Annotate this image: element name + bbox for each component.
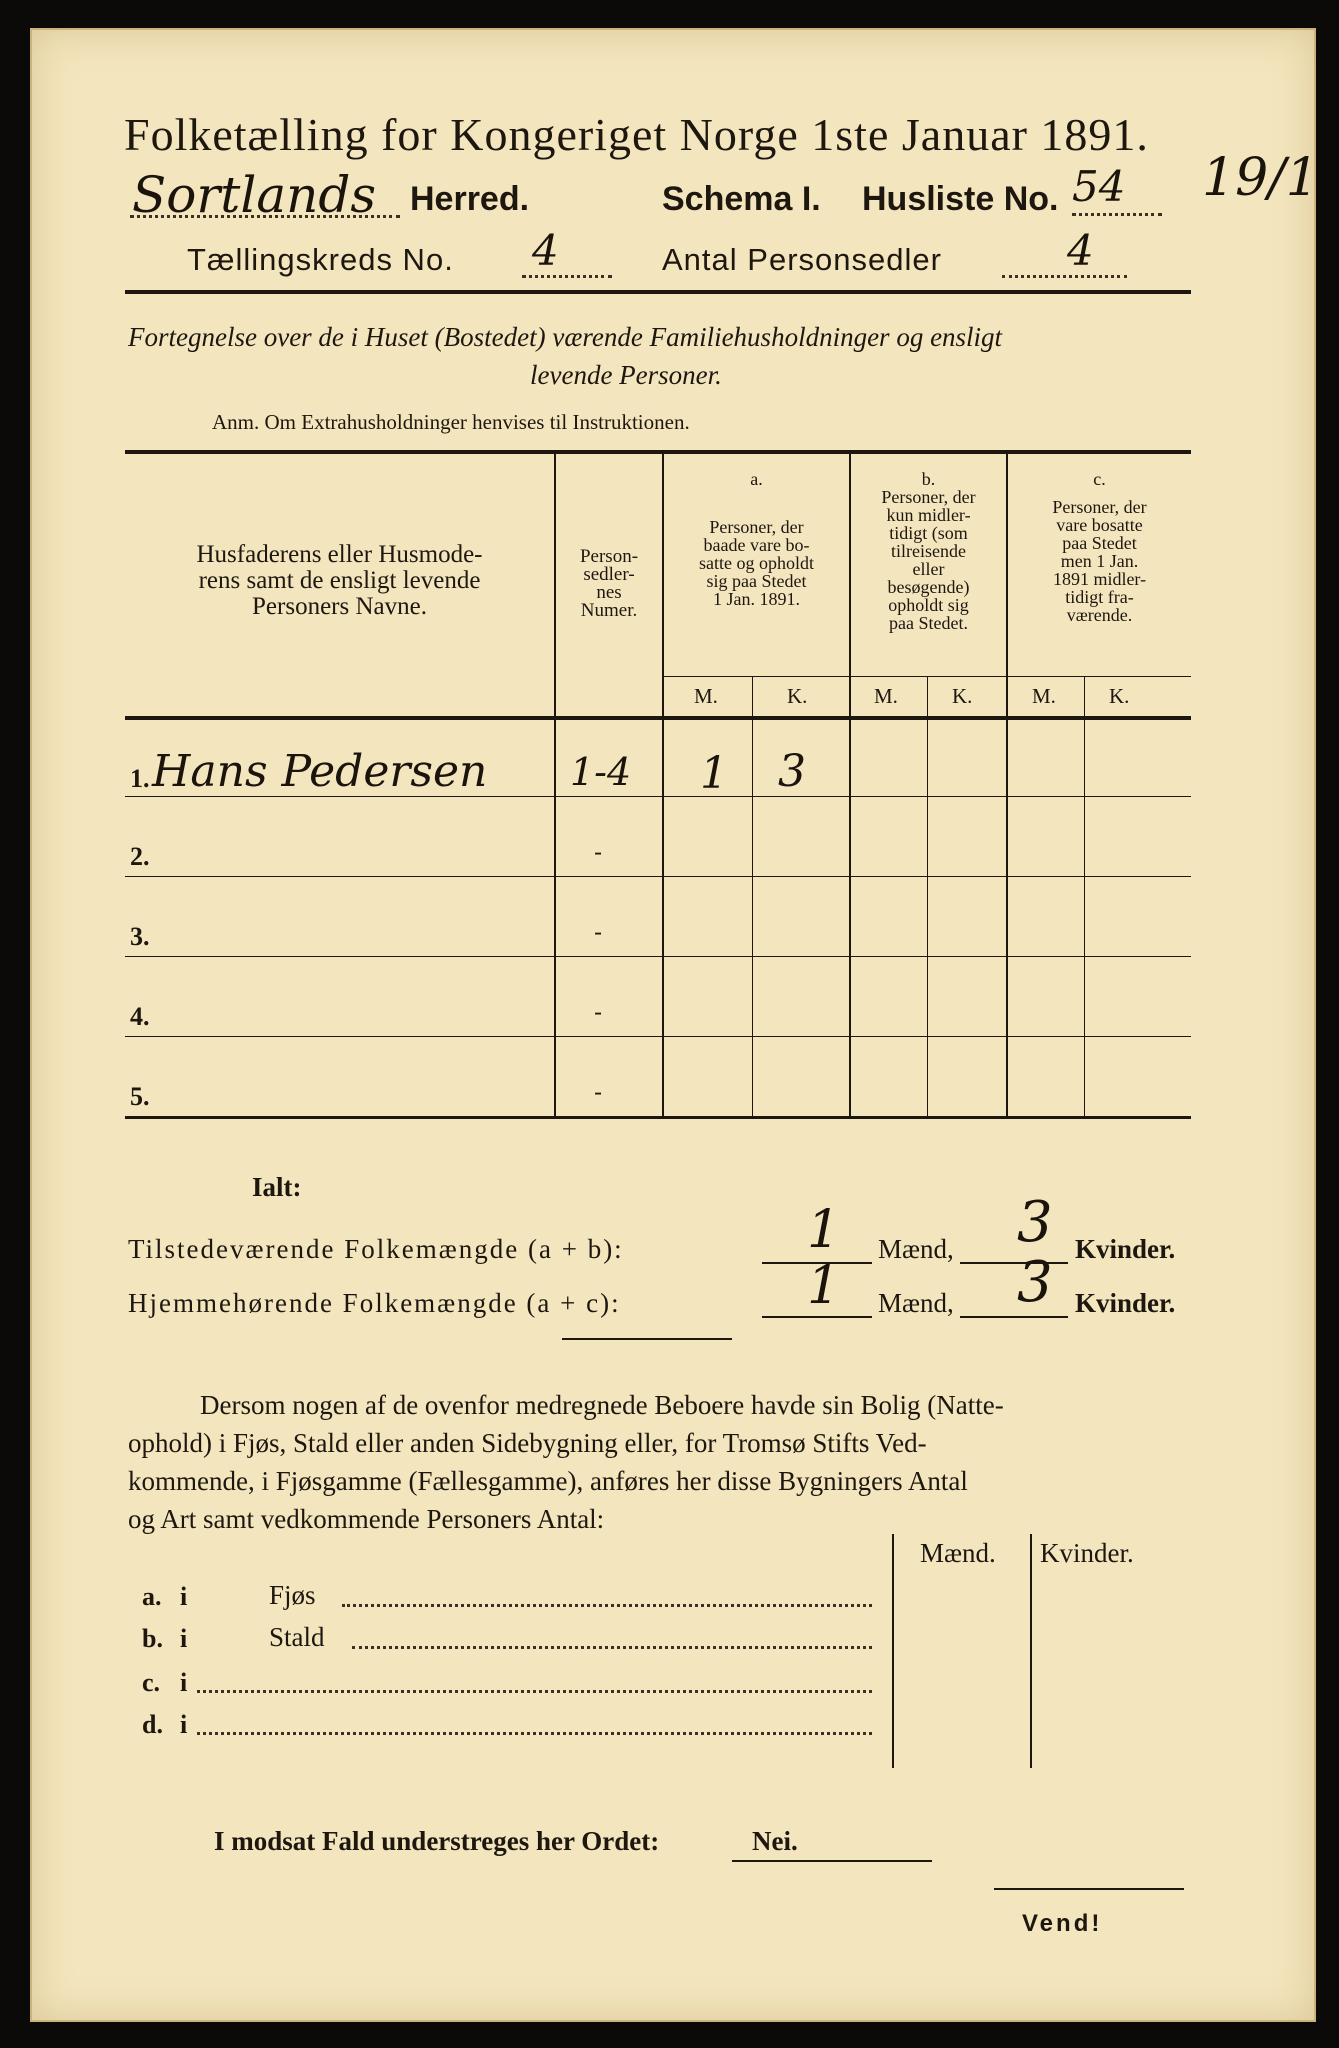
buildings-dotline [197,1690,872,1693]
buildings-letter: b. [142,1624,163,1653]
schema-label: Schema I. [662,180,821,218]
col-num-header: Person- sedler- nes Numer. [579,546,639,621]
buildings-para-4: og Art samt vedkommende Personers Antal: [128,1504,605,1534]
row-num: - [594,1078,603,1106]
row-a-m: 1 [700,748,728,799]
row-num: - [594,998,603,1026]
anm-note: Anm. Om Extrahusholdninger henvises til Instruktionen. [212,410,690,434]
row-name: Hans Pedersen [152,746,488,797]
col-c-header: c. Personer, der vare bosatte paa Stedet men 1 Jan. 1891 midler- tidigt fra- værende. [1052,469,1147,625]
hjemme-maend-line [762,1316,872,1318]
tilstede-label: Tilstedeværende Folkemængde (a + b): [128,1234,624,1264]
row-num: - [594,918,603,946]
hjemme-label: Hjemmehørende Folkemængde (a + c): [128,1288,621,1318]
ialt-label: Ialt: [252,1172,302,1202]
tilstede-kvinder-label: Kvinder. [1075,1234,1176,1264]
row-number: 1. [130,764,150,793]
buildings-letter: d. [142,1710,163,1739]
row-number: 3. [130,922,150,951]
buildings-col-rule-1 [892,1534,894,1768]
row-number: 5. [130,1082,150,1111]
table-header-rule [125,716,1191,720]
antal-label: Antal Personsedler [662,242,942,277]
modsat-label: I modsat Fald understreges her Ordet: [214,1826,660,1856]
vend-rule [994,1888,1184,1890]
col-rule-a-mk [752,676,753,1118]
nei-underline [732,1860,932,1862]
tilstede-kvinder-value: 3 [1017,1190,1053,1255]
c-k-label: K. [1109,684,1130,708]
tilstede-maend-label: Mænd, [878,1234,954,1264]
buildings-kvinder-header: Kvinder. [1040,1538,1134,1568]
buildings-letter: c. [142,1668,161,1697]
buildings-dotline [352,1646,872,1649]
row-num: 1-4 [570,750,632,794]
col-b-header: b. Personer, der kun midler- tidigt (som tilreisende eller besøgende) opholdt sig paa Stedet. [881,469,976,633]
intro-line1: Fortegnelse over de i Huset (Bostedet) værende Familiehusholdninger og ensligt [128,322,1003,352]
mk-rule [662,676,1191,677]
hjemme-kvinder-value: 3 [1017,1250,1053,1315]
vend-label: Vend! [1022,1910,1103,1937]
buildings-prep: i [180,1582,188,1611]
intro-line2: levende Personer. [530,360,722,390]
table-top-rule [125,450,1191,454]
herred-value: Sortlands [132,166,377,224]
row-number: 2. [130,842,150,871]
husliste-dotline [1072,213,1162,216]
row-number: 4. [130,1002,150,1031]
b-k-label: K. [952,684,973,708]
nei-word: Nei. [752,1826,798,1856]
antal-dotline [1002,275,1127,278]
hjemme-maend-label: Mænd, [878,1288,954,1318]
col-name-header: Husfaderens eller Husmode- rens samt de ensligt levende Personers Navne. [196,541,483,620]
buildings-label: Fjøs [269,1580,316,1610]
col-a-header: a. Personer, der baade vare bo- satte og opholdt sig paa Stedet 1 Jan. 1891. [699,469,814,609]
buildings-col-rule-2 [1030,1534,1032,1768]
herred-label: Herred. [410,180,530,218]
kreds-dotline [522,275,612,278]
husliste-label: Husliste No. [862,180,1059,218]
kreds-value: 4 [532,226,559,275]
col-rule-b-mk [927,676,928,1118]
table-bottom-rule [125,1116,1191,1119]
herred-dotline [130,215,400,218]
c-m-label: M. [1032,684,1056,708]
row-a-k: 3 [778,746,806,797]
side-note: 19/1 [1202,148,1319,208]
section-divider [562,1338,732,1340]
form-title: Folketælling for Kongeriget Norge 1ste Januar 1891. [124,109,1149,160]
row-rule-2 [125,876,1191,877]
buildings-dotline [197,1732,872,1735]
buildings-prep: i [180,1668,188,1697]
buildings-label: Stald [269,1622,325,1652]
col-rule-c-mk [1084,676,1085,1118]
tilstede-maend-value: 1 [807,1200,841,1260]
census-form-page [30,28,1319,2022]
buildings-para-1: Dersom nogen af de ovenfor medregnede Beboere havde sin Bolig (Natte- [200,1390,1004,1420]
hjemme-maend-value: 1 [807,1256,841,1316]
buildings-letter: a. [142,1582,162,1611]
header-rule [125,290,1191,294]
buildings-prep: i [180,1624,188,1653]
buildings-maend-header: Mænd. [920,1538,996,1568]
row-rule-4 [125,1036,1191,1037]
antal-value: 4 [1067,226,1094,275]
hjemme-kvinder-label: Kvinder. [1075,1288,1176,1318]
buildings-para-3: kommende, i Fjøsgamme (Fællesgamme), anføres her disse Bygningers Antal [128,1466,968,1496]
hjemme-kvinder-line [960,1316,1068,1318]
row-rule-3 [125,956,1191,957]
kreds-label: Tællingskreds No. [187,242,454,277]
husliste-value: 54 [1072,162,1126,211]
buildings-dotline [342,1604,872,1607]
a-m-label: M. [694,684,718,708]
b-m-label: M. [874,684,898,708]
row-num: - [594,838,603,866]
a-k-label: K. [787,684,808,708]
buildings-prep: i [180,1710,188,1739]
buildings-para-2: ophold) i Fjøs, Stald eller anden Sidebygning eller, for Tromsø Stifts Ved- [128,1428,927,1458]
